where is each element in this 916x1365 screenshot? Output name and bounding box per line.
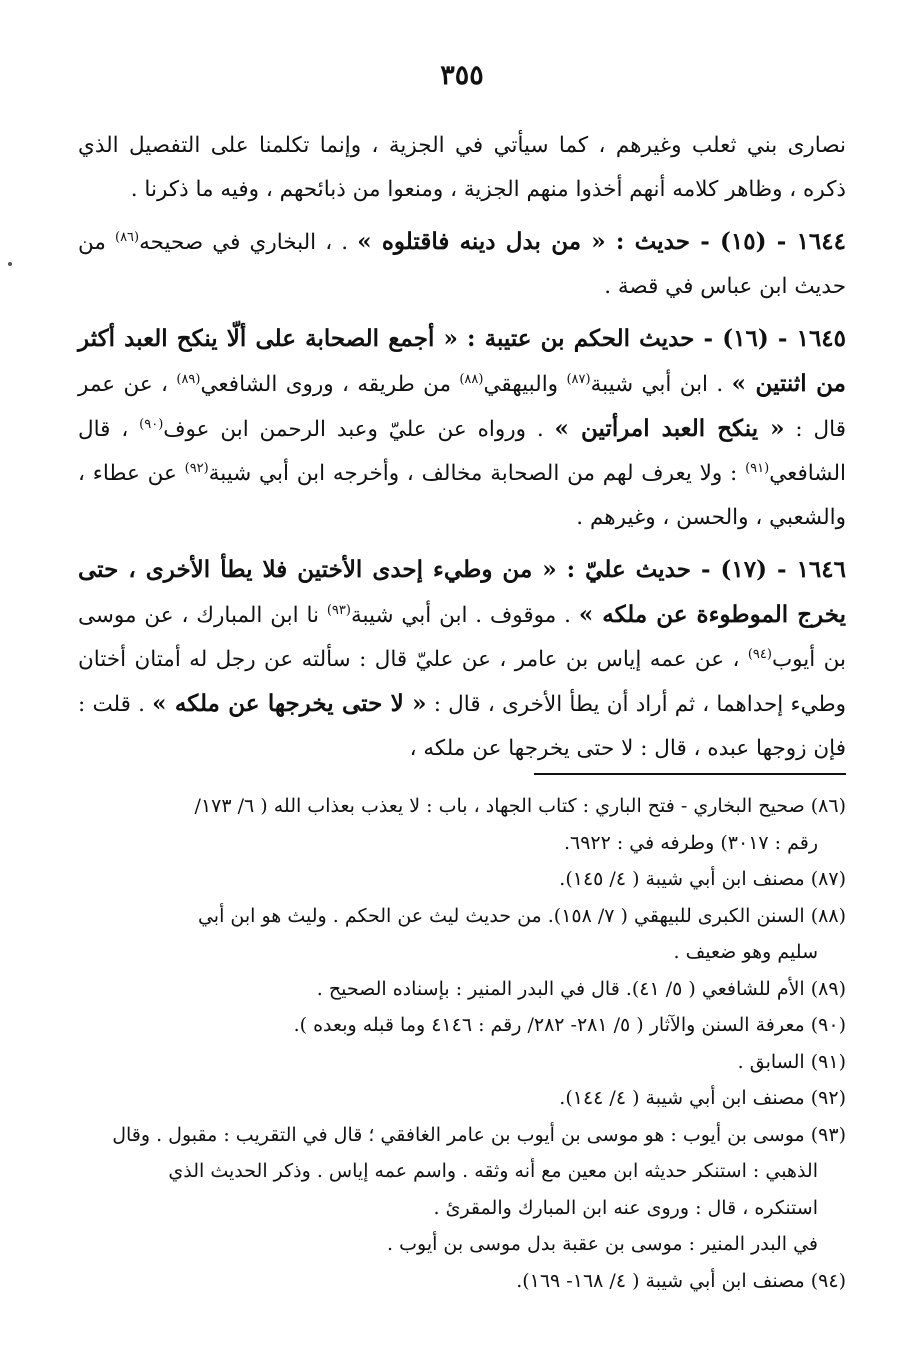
paragraph-text: . ورواه عن عليّ وعبد الرحمن ابن عوف (163, 417, 555, 442)
paragraph-text: نا ابن المبارك ، عن موسى بن أيوب (78, 603, 846, 672)
hadith-heading: ١٦٤٤ - (١٥) - حديث : « من بدل دينه فاقتلوه » (357, 228, 846, 255)
footnote-text: (٩٤) مصنف ابن أبي شيبة ( ٤/ ١٦٨- ١٦٩). (516, 1269, 846, 1292)
hadith-quote: « ينكح العبد امرأتين » (554, 415, 785, 442)
hadith-heading: ١٦٤٦ - (١٧) - حديث عليّ : « من وطيء إحدى الأختين فلا يطأ الأخرى ، حتى يخرج الموطوءة عن ملكه » (78, 556, 846, 628)
paragraph-text: من حديث ابن عباس في قصة . (78, 230, 846, 299)
footnotes (78, 788, 846, 1299)
paragraph-text: نصارى بني ثعلب وغيرهم ، كما سيأتي في الجزية ، وإنما تكلمنا على التفصيل الذي ذكره ، وظاهر كلامه أنهم أخذوا منهم الجزية ، ومنعوا من ذبائحهم ، وفيه ما ذكرنا . (78, 133, 846, 202)
footnote-text: استنكره ، قال : وروى عنه ابن المبارك والمقرئ . (433, 1196, 818, 1219)
footnote-ref[interactable]: (٩٢) (184, 460, 209, 476)
footnote-text: (٨٩) الأم للشافعي ( ٥/ ٤١). قال في البدر المنير : بإسناده الصحيح . (316, 977, 846, 1000)
footnote-ref[interactable]: (٩٤) (747, 646, 772, 662)
scan-speck (8, 262, 12, 266)
paragraph-text: والبيهقي (483, 372, 567, 397)
paragraph-text: عن عطاء ، والشعبي ، والحسن ، وغيرهم . (78, 461, 846, 530)
footnote-text: (٨٨) السنن الكبرى للبيهقي ( ٧/ ١٥٨). من حديث ليث عن الحكم . وليث هو ابن أبي (197, 904, 846, 927)
footnote-text: (٨٧) مصنف ابن أبي شيبة ( ٤/ ١٤٥). (559, 868, 846, 890)
footnote-87 (78, 861, 846, 898)
footnote-text: (٩١) السابق . (737, 1050, 846, 1073)
footnote-ref[interactable]: (٨٦) (114, 229, 140, 245)
footnote-94 (78, 1263, 846, 1300)
paragraph-continuation (78, 124, 846, 212)
hadith-quote: « لا حتى يخرجها عن ملكه » (152, 690, 427, 717)
footnote-86 (78, 788, 846, 861)
hadith-1644 (78, 220, 846, 309)
book-page (78, 0, 846, 1365)
footnote-ref[interactable]: (٨٩) (176, 371, 201, 387)
paragraph-text: ، عن عمر قال : (78, 372, 846, 442)
footnote-93 (78, 1117, 846, 1263)
footnote-separator (534, 773, 846, 775)
footnote-ref[interactable]: (٩١) (745, 460, 770, 476)
footnote-text: (٩٣) موسى بن أيوب : هو موسى بن أيوب بن عامر الغافقي ؛ قال في التقريب : مقبول . وقال (112, 1123, 846, 1146)
footnote-89 (78, 971, 846, 1008)
hadith-1645 (78, 317, 846, 540)
paragraph-text: . قلت : فإن زوجها عبده ، قال : لا حتى يخرجها عن ملكه ، (78, 692, 846, 761)
footnote-ref[interactable]: (٨٧) (566, 371, 591, 387)
footnote-91 (78, 1044, 846, 1081)
paragraph-text: ، عن عمه إياس بن عامر ، عن عليّ قال : سألته عن رجل له أمتان أختان وطيء إحداهما ، ثم أراد أن يطأ الأخرى ، قال : (78, 647, 846, 717)
footnote-text: (٩٢) مصنف ابن أبي شيبة ( ٤/ ١٤٤). (559, 1087, 846, 1109)
footnote-text: (٨٦) صحيح البخاري - فتح الباري : كتاب الجهاد ، باب : لا يعذب بعذاب الله ( ٦/ ١٧٣/ (194, 795, 846, 817)
hadith-1646 (78, 548, 846, 771)
footnote-text: رقم : ٣٠١٧) وطرفه في : ٦٩٢٢. (563, 831, 818, 854)
paragraph-text: . ابن أبي شيبة (590, 372, 732, 397)
footnote-90 (78, 1007, 846, 1044)
footnote-text: الذهبي : استنكر حديثه ابن معين مع أنه وثقه . واسم عمه إياس . وذكر الحديث الذي (168, 1160, 818, 1182)
main-text (78, 124, 846, 775)
footnote-92 (78, 1080, 846, 1117)
paragraph-text: : ولا يعرف لهم من الصحابة مخالف ، وأخرجه ابن أبي شيبة (208, 461, 746, 486)
footnote-ref[interactable]: (٨٨) (459, 371, 484, 387)
footnote-text: في البدر المنير : موسى بن عقبة بدل موسى بن أيوب . (387, 1233, 818, 1255)
footnote-ref[interactable]: (٩٣) (326, 602, 351, 618)
paragraph-text: من طريقه ، وروى الشافعي (200, 372, 460, 397)
footnote-ref[interactable]: (٩٠) (139, 416, 164, 432)
paragraph-text: ، قال الشافعي (78, 417, 847, 486)
paragraph-text: . ، البخاري في صحيحه (139, 230, 358, 255)
footnote-text: (٩٠) معرفة السنن والآثار ( ٥/ ٢٨١- ٢٨٢/ رقم : ٤١٤٦ وما قبله وبعده ). (293, 1014, 846, 1036)
footnote-88 (78, 898, 846, 971)
footnote-text: سليم وهو ضعيف . (673, 941, 818, 963)
paragraph-text: . موقوف . ابن أبي شيبة (350, 603, 579, 628)
page-number: ٣٥٥ (440, 60, 484, 91)
hadith-heading: ١٦٤٥ - (١٦) - حديث الحكم بن عتيبة : « أجمع الصحابة على ألّا ينكح العبد أكثر من اثنتين » (78, 325, 847, 397)
